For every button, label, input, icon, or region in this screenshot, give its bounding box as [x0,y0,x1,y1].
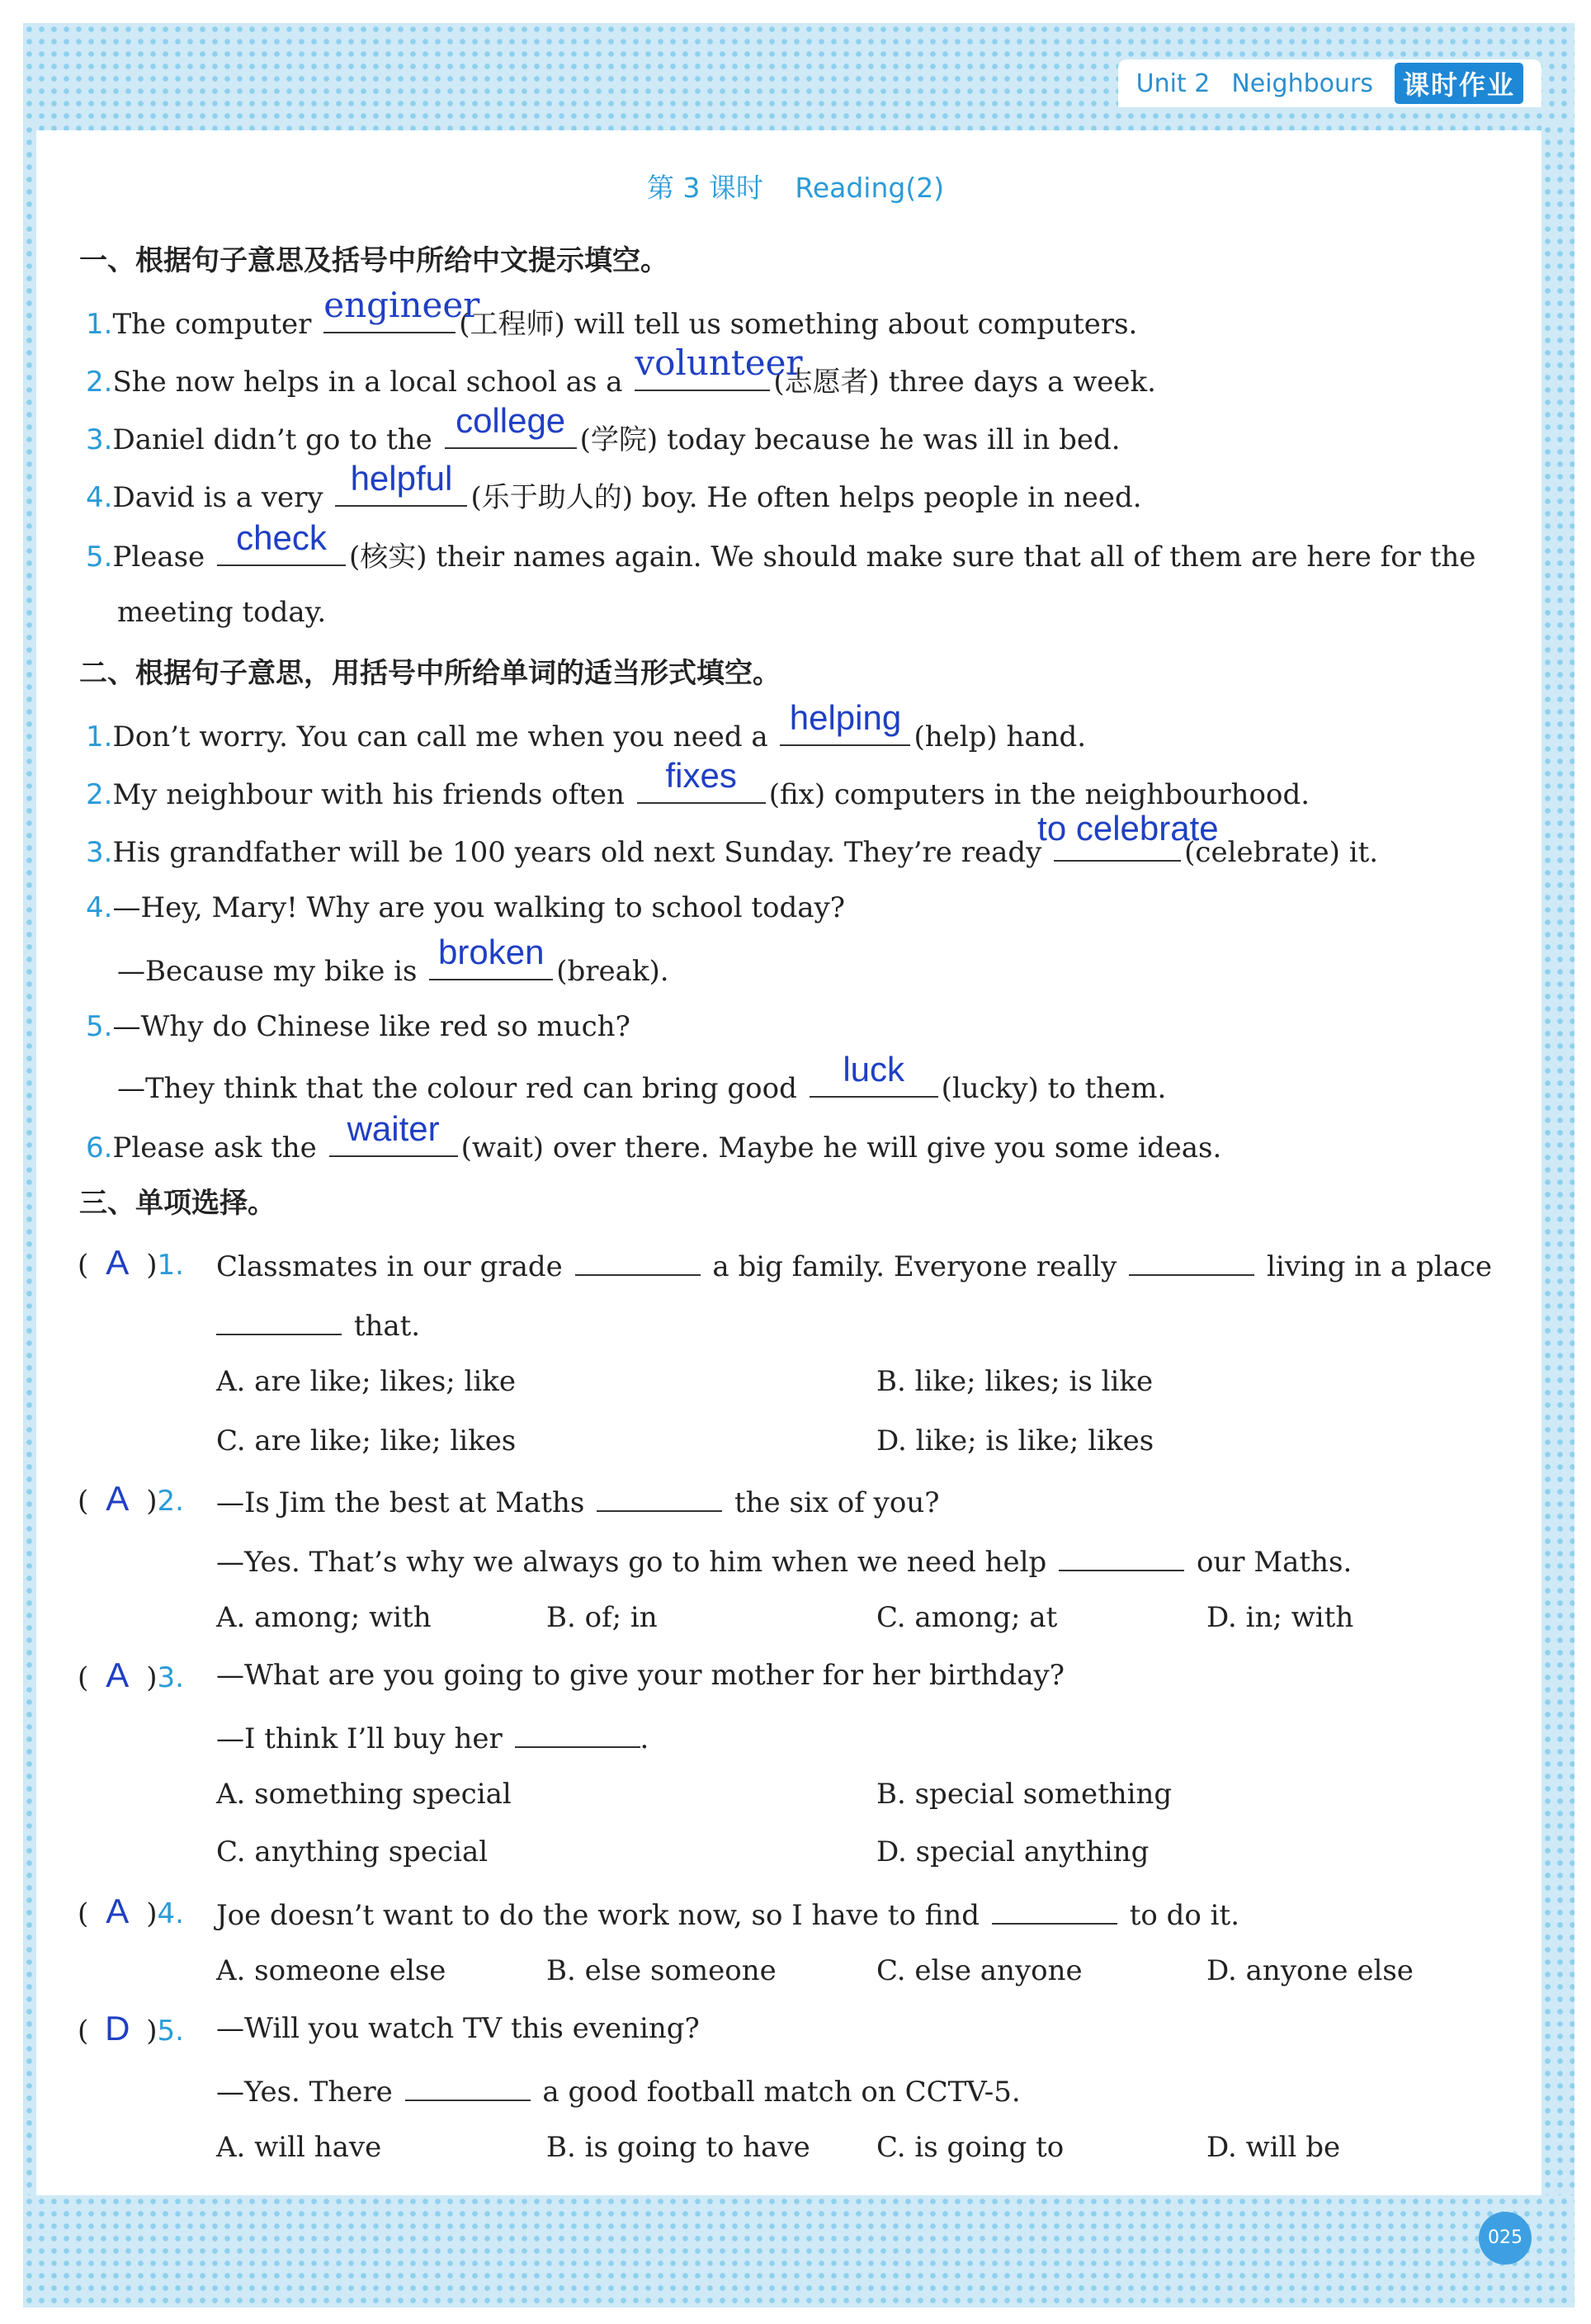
lesson-label: 第 3 课时 [646,172,763,204]
answer-blank[interactable] [515,1713,640,1748]
s3-question-2 [216,1477,939,1524]
question-number: 5. [86,1010,113,1043]
question-text: (wait) over there. Maybe he will give you some ideas. [460,1131,1222,1164]
handwritten-answer: volunteer [635,342,803,383]
brand-logo: 课时作业 [1395,63,1523,104]
question-text: —They think that the colour red can bring good [117,1072,797,1105]
option-d[interactable]: D. special anything [876,1835,1150,1868]
option-b[interactable]: B. of; in [546,1601,658,1634]
question-text: living in a place [1267,1250,1493,1283]
question-text: She now helps in a local school as a [112,366,623,399]
answer-blank[interactable] [575,1241,701,1276]
answer-bracket [78,1654,184,1699]
answer-blank[interactable] [335,459,467,507]
answer-blank[interactable] [329,1109,458,1157]
s3-question-1 [216,1241,1492,1288]
question-text: (核实) their names again. We should make sure that all of them are here for the [348,541,1476,574]
question-number: 6. [86,1131,113,1164]
s3-question-1-continued [216,1301,420,1348]
option-b[interactable]: B. else someone [546,1954,777,1987]
option-c[interactable]: C. anything special [216,1835,489,1868]
answer-blank[interactable] [1059,1537,1184,1571]
handwritten-choice[interactable]: A [106,1892,130,1930]
lesson-topic: Reading(2) [795,172,945,204]
page-number: 025 [1479,2212,1532,2265]
s1-question-4 [86,459,1142,519]
question-text: (break). [556,955,669,988]
unit-header [1118,59,1541,107]
question-text: Please ask the [112,1131,317,1164]
question-text: (工程师) will tell us something about computers. [459,308,1138,341]
question-text: —Hey, Mary! Why are you walking to school today? [112,891,845,924]
s1-question-3 [86,401,1121,461]
option-a[interactable]: A. will have [216,2131,382,2164]
question-text: —Is Jim the best at Maths [216,1486,585,1519]
question-number: 3. [157,1661,184,1694]
question-text: (乐于助人的) boy. He often helps people in need. [470,481,1142,514]
question-number: 1. [157,1249,184,1282]
answer-blank[interactable] [597,1477,722,1512]
s3-question-5-reply [216,2067,1021,2114]
lesson-title [0,167,1591,205]
question-number: 4. [157,1897,184,1930]
bracket-close: ) [146,1485,158,1518]
s3-question-5: —Will you watch TV this evening? [216,2012,700,2045]
question-text: —Yes. There [216,2076,393,2109]
question-number: 4. [86,481,113,514]
question-text: Daniel didn’t go to the [112,423,432,456]
bottom-border-band [23,2195,1574,2307]
question-text: (help) hand. [914,720,1087,753]
section3-heading: 三、单项选择。 [79,1187,276,1220]
bracket-open: ( [78,2015,89,2048]
option-d[interactable]: D. like; is like; likes [876,1424,1154,1457]
s1-question-1 [86,285,1138,346]
answer-blank[interactable] [445,401,577,449]
s2-question-1 [86,698,1087,758]
question-number: 2. [157,1485,184,1518]
s2-question-6 [86,1109,1222,1169]
s2-question-5 [86,1005,630,1048]
answer-blank[interactable] [405,2067,531,2101]
section2-heading: 二、根据句子意思，用括号中所给单词的适当形式填空。 [79,657,781,690]
question-text: (学院) today because he was ill in bed. [579,423,1121,456]
question-text: a good football match on CCTV-5. [542,2076,1021,2109]
bracket-open: ( [78,1485,89,1518]
option-a[interactable]: A. among; with [216,1601,432,1634]
question-text: His grandfather will be 100 years old next Sunday. They’re ready [112,836,1042,869]
question-text: —Yes. That’s why we always go to him when we need help [216,1546,1047,1579]
question-text: the six of you? [734,1486,940,1519]
right-border-band [1541,124,1574,2204]
option-b[interactable]: B. is going to have [546,2131,810,2164]
s3-question-3: —What are you going to give your mother for her birthday? [216,1659,1065,1692]
s3-question-2-reply [216,1537,1352,1584]
question-text: —Why do Chinese like red so much? [112,1010,630,1043]
option-c[interactable]: C. else anyone [876,1954,1083,1987]
s1-question-5-continued: meeting today. [117,596,327,629]
question-number: 4. [86,891,113,924]
answer-blank[interactable] [780,698,910,746]
question-text: —Because my bike is [117,955,418,988]
s1-question-5 [86,518,1476,579]
handwritten-answer: engineer [323,285,480,325]
option-b[interactable]: B. special something [876,1778,1173,1811]
option-c[interactable]: C. is going to [876,2131,1065,2164]
handwritten-answer: luck [843,1050,905,1089]
question-text: our Maths. [1196,1546,1353,1579]
option-c[interactable]: C. are like; like; likes [216,1424,517,1457]
answer-blank[interactable] [1037,809,1219,862]
s3-question-3-reply [216,1713,649,1760]
bracket-close: ) [146,2015,158,2048]
unit-title: Neighbours [1231,68,1373,98]
question-text: that. [353,1310,421,1343]
question-number: 2. [86,366,113,399]
option-a[interactable]: A. are like; likes; like [216,1365,517,1398]
answer-blank[interactable] [217,518,346,566]
handwritten-choice[interactable]: D [105,2009,130,2048]
handwritten-answer: check [236,518,327,557]
handwritten-answer: helping [789,698,902,737]
question-text: Classmates in our grade [216,1250,563,1283]
bracket-open: ( [78,1249,89,1282]
unit-label: Unit 2 [1135,68,1211,98]
question-number: 1. [86,720,113,753]
answer-blank[interactable] [429,933,553,980]
answer-bracket [78,2007,184,2052]
option-d[interactable]: D. in; with [1206,1601,1354,1634]
question-text: . [640,1722,649,1755]
question-text: The computer [112,308,312,341]
question-text: (celebrate) it. [1184,836,1379,869]
bracket-close: ) [146,1897,158,1930]
answer-bracket [78,1477,184,1523]
question-text: —I think I’ll buy her [216,1722,503,1755]
option-c[interactable]: C. among; at [876,1601,1058,1634]
handwritten-answer: fixes [665,756,737,795]
handwritten-answer: waiter [347,1109,440,1148]
bracket-close: ) [146,1661,158,1694]
question-text: (fix) computers in the neighbourhood. [768,778,1310,811]
option-a[interactable]: A. someone else [216,1954,446,1987]
answer-blank[interactable] [635,342,803,391]
question-text: (志愿者) three days a week. [773,366,1156,399]
s2-question-3 [86,809,1379,874]
section1-heading: 一、根据句子意思及括号中所给中文提示填空。 [79,244,668,277]
option-d[interactable]: D. will be [1206,2131,1341,2164]
s1-question-2 [86,342,1156,404]
question-text: Joe doesn’t want to do the work now, so I have to find [216,1899,980,1932]
question-text: My neighbour with his friends often [112,778,625,811]
handwritten-choice[interactable]: A [106,1656,130,1694]
question-number: 1. [86,308,113,341]
question-number: 5. [157,2015,184,2048]
answer-blank[interactable] [323,285,480,333]
answer-bracket [78,1890,184,1935]
question-text: Don’t worry. You can call me when you need a [112,720,768,753]
answer-blank[interactable] [810,1050,938,1098]
bracket-open: ( [78,1897,89,1930]
option-d[interactable]: D. anyone else [1206,1954,1414,1987]
bracket-close: ) [146,1249,158,1282]
s2-question-4 [86,886,845,929]
option-a[interactable]: A. something special [216,1778,512,1811]
handwritten-choice[interactable]: A [106,1479,130,1518]
question-number: 3. [86,836,113,869]
handwritten-choice[interactable]: A [106,1243,130,1282]
bracket-open: ( [78,1661,89,1694]
answer-blank[interactable] [992,1890,1117,1925]
question-text: a big family. Everyone really [712,1250,1117,1283]
handwritten-answer: broken [438,933,545,971]
question-text: (lucky) to them. [941,1072,1167,1105]
left-border-band [23,124,36,2204]
question-number: 5. [86,541,113,574]
handwritten-answer: college [456,401,566,440]
s2-question-4-reply [117,933,669,993]
answer-blank[interactable] [1129,1241,1254,1276]
handwritten-answer: helpful [350,459,453,498]
question-text: Please [112,541,205,574]
question-text: to do it. [1129,1899,1240,1932]
s3-question-4 [216,1890,1239,1937]
answer-bracket [78,1241,184,1287]
question-number: 3. [86,423,113,456]
handwritten-answer: to celebrate [1037,809,1219,848]
answer-blank[interactable] [637,756,766,804]
option-b[interactable]: B. like; likes; is like [876,1365,1154,1398]
question-number: 2. [86,778,113,811]
answer-blank[interactable] [216,1301,342,1335]
s2-question-5-reply [117,1050,1167,1110]
question-text: David is a very [112,481,323,514]
